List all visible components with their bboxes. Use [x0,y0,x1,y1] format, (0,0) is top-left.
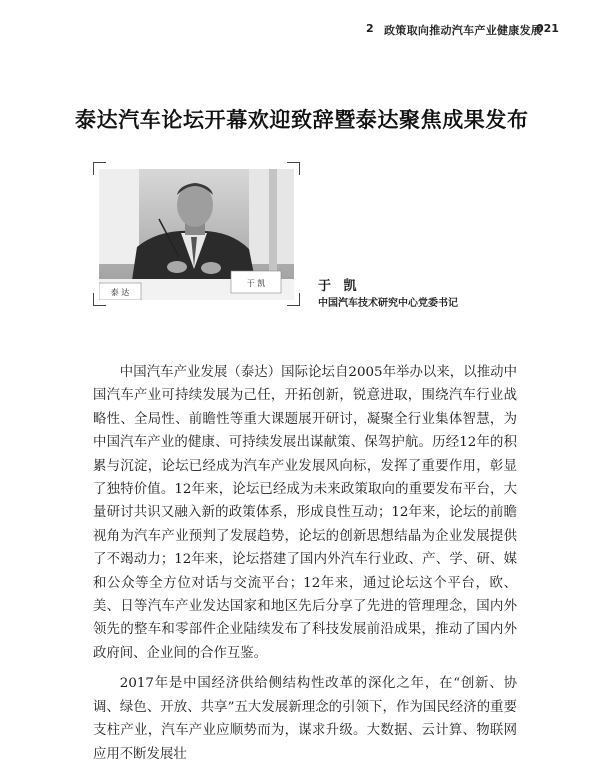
speaker-photo [99,169,294,300]
speaker-photo-frame [93,162,300,306]
author-role: 中国汽车技术研究中心党委书记 [318,298,458,309]
page-number: 021 [536,22,559,35]
author-name: 于 凯 [318,279,361,294]
right-placard-text: 于 凯 [246,279,266,288]
chapter-number: 2 [366,22,374,35]
body-paragraph: 中国汽车产业发展（泰达）国际论坛自2005年举办以来，以推动中国汽车产业可持续发展为己任，开拓创新，锐意进取，围绕汽车行业战略性、全局性、前瞻性等重大课题展开研讨，凝聚全行业集体智慧，为中国汽车产业的健康、可持续发展出谋献策、保驾护航。历经12年的积累与沉淀，论坛已经成为汽车产业发展风向标，发挥了重要作用，彰显了独特价值。12年来，论坛已经成为未来政策取向的重要发布平台，大量研讨共识又融入新的政策体系，形成良性互动；12年来，论坛的前瞻视角为汽车产业预判了发展趋势，论坛的创新思想结晶为企业发展提供了不竭动力；12年来，论坛搭建了国内外汽车行业政、产、学、研、媒和公众等全方位对话与交流平台；12年来，通过论坛这个平台，欧、美、日等汽车产业发达国家和地区先后分享了先进的管理理念，国内外领先的整车和零部件企业陆续发布了科技发展前沿成果，推动了国内外政府间、企业间的合作互鉴。 [93,365,517,661]
running-header [0,22,600,38]
chapter-title: 政策取向推动汽车产业健康发展 [384,24,543,37]
article-title: 泰达汽车论坛开幕欢迎致辞暨泰达聚焦成果发布 [75,107,529,132]
article-body [93,361,517,773]
body-paragraph: 2017年是中国经济供给侧结构性改革的深化之年，在“创新、协调、绿色、开放、共享”五大发展新理念的引领下，作为国民经济的重要支柱产业，汽车产业应顺势而为，谋求升级。大数据、云计算、物联网应用不断发展壮 [93,676,517,762]
left-placard-text: 泰 达 [110,288,130,297]
